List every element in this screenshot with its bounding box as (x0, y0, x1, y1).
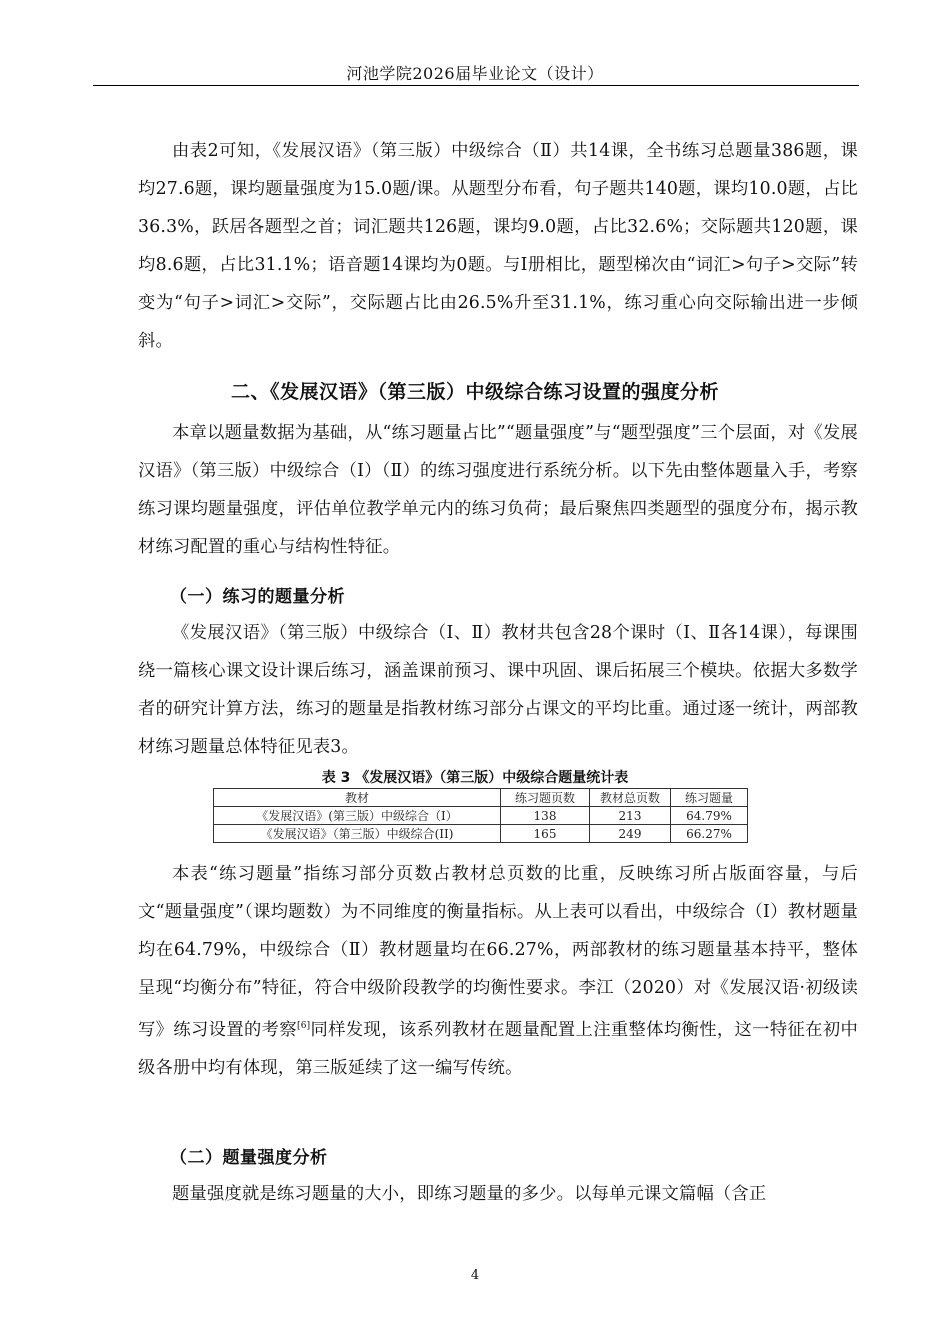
page-number: 4 (470, 1268, 480, 1283)
table-cell: 《发展汉语》（第三版）中级综合(II) (214, 825, 501, 843)
column-header: 教材总页数 (590, 789, 671, 807)
table-cell: 66.27% (671, 825, 748, 843)
data-table (213, 788, 748, 843)
header-rule (93, 85, 859, 86)
body-paragraph (138, 1175, 858, 1213)
table-cell: 138 (501, 807, 590, 825)
paragraph-text: 《发展汉语》（第三版）中级综合（Ⅰ、Ⅱ）教材共包含28个课时（Ⅰ、Ⅱ各14课），每课围绕一篇核心课文设计课后练习，涵盖课前预习、课中巩固、课后拓展三个模块。依据大多数学者的研究计算方法，练习的题量是指教材练习部分占课文的平均比重。通过逐一统计，两部教材练习题量总体特征见表3。 (138, 623, 858, 757)
paragraph-text: 由表2可知，《发展汉语》（第三版）中级综合（Ⅱ）共14课，全书练习总题量386题，课均27.6题，课均题量强度为15.0题/课。从题型分布看，句子题共140题，课均10.0题，占比36.3%，跃居各题型之首；词汇题共126题，课均9.0题，占比32.6%；交际题共120题，课均8.6题，占比31.1%；语音题14课均为0题。与Ⅰ册相比，题型梯次由“词汇>句子>交际”转变为“句子>词汇>交际”，交际题占比由26.5%升至31.1%，练习重心向交际输出进一步倾斜。 (138, 141, 858, 351)
table-cell: 64.79% (671, 807, 748, 825)
body-paragraph (138, 855, 858, 1087)
table-cell: 213 (590, 807, 671, 825)
paragraph-text: 本章以题量数据为基础，从“练习题量占比”“题量强度”与“题型强度”三个层面，对《发展汉语》（第三版）中级综合（Ⅰ）（Ⅱ）的练习强度进行系统分析。以下先由整体题量入手，考察练习课均题量强度，评估单位教学单元内的练习负荷；最后聚焦四类题型的强度分布，揭示教材练习配置的重心与结构性特征。 (138, 423, 858, 557)
paragraph-text: 题量强度就是练习题量的大小，即练习题量的多少。以每单元课文篇幅（含正 (172, 1184, 767, 1204)
body-paragraph (138, 132, 858, 360)
body-paragraph (138, 414, 858, 566)
running-header: 河池学院2026届毕业论文（设计） (346, 64, 604, 83)
table-cell: 249 (590, 825, 671, 843)
subsection-heading: （一）练习的题量分析 (170, 587, 345, 607)
table-caption: 表 3 《发展汉语》（第三版）中级综合题量统计表 (321, 770, 629, 786)
subsection-heading: （二）题量强度分析 (170, 1148, 328, 1168)
body-paragraph (138, 614, 858, 766)
paragraph-text: 本表“练习题量”指练习部分页数占教材总页数的比重，反映练习所占版面容量，与后文“题量强度”（课均题数）为不同维度的衡量指标。从上表可以看出，中级综合（Ⅰ）教材题量均在64.79%，中级综合（Ⅱ）教材题量均在66.27%，两部教材的练习题量基本持平，整体呈现“均衡分布”特征，符合中级阶段教学的均衡性要求。李江（2020）对《发展汉语·初级读写》练习设置的考察 (138, 864, 858, 1040)
table-row (214, 825, 748, 843)
table-cell: 《发展汉语》(第三版）中级综合（I） (214, 807, 501, 825)
column-header: 练习题量 (671, 789, 748, 807)
citation-marker: [6] (297, 1021, 311, 1031)
section-heading: 二、《发展汉语》（第三版）中级综合练习设置的强度分析 (230, 381, 719, 403)
table-row (214, 807, 748, 825)
table-header-row (214, 789, 748, 807)
column-header: 练习题页数 (501, 789, 590, 807)
column-header: 教材 (214, 789, 501, 807)
table-cell: 165 (501, 825, 590, 843)
paragraph-text: 同样发现，该系列教材在题量配置上注重整体均衡性，这一特征在初中级各册中均有体现，第三版延续了这一编写传统。 (138, 1019, 858, 1078)
